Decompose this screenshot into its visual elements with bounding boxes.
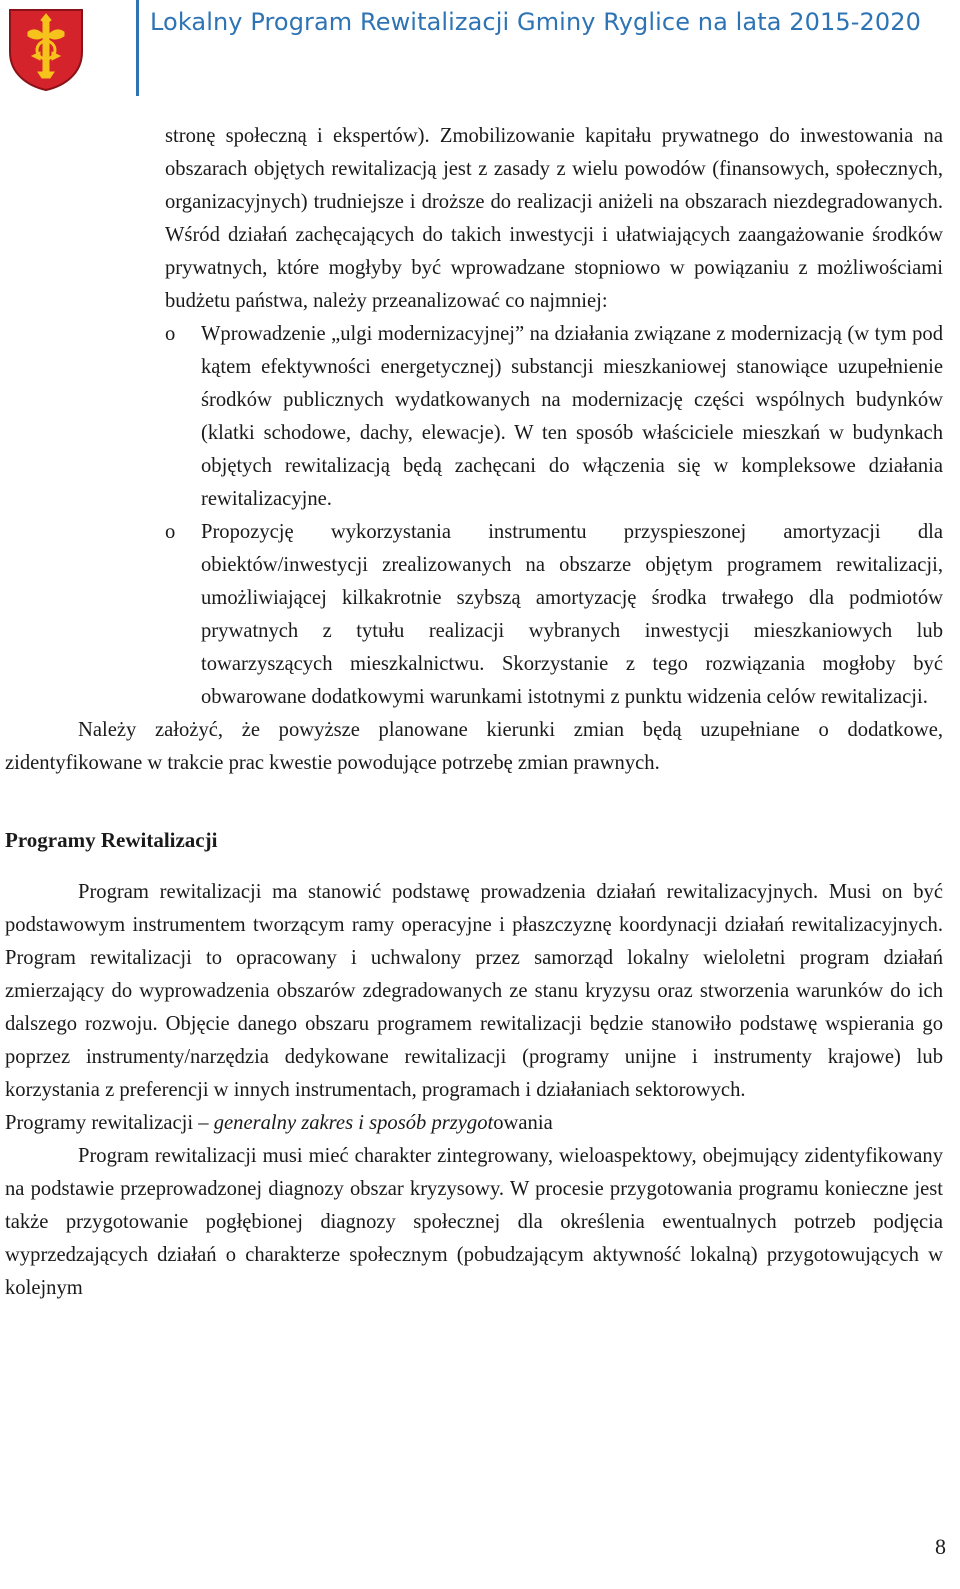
sub-heading-italic: generalny zakres i sposób przygot bbox=[213, 1112, 494, 1134]
paragraph-programs: Program rewitalizacji ma stanowić podstawę prowadzenia działań rewitalizacyjnych. Musi on być podstawowym instrumentem tworzącym ramy operacyjne i płaszczyznę koordynacji działań rewitalizacyjnych. Program rewitalizacji to opracowany i uchwalony przez samorząd lokalny wieloletni program działań zmierzający do wyprowadzenia obszarów zdegradowanych ze stanu kryzysu oraz stworzenia warunków do ich dalszego rozwoju. Objęcie danego obszaru programem rewitalizacji będzie stanowiło podstawę wspierania go poprzez instrumenty/narzędzia dedykowane rewitalizacji (programy unijne i instrumenty krajowe) lub korzystania z preferencji w innych instrumentach, programach i działaniach sektorowych. bbox=[5, 881, 943, 1101]
sub-heading-tail: owania bbox=[493, 1112, 553, 1134]
page-number: 8 bbox=[935, 1534, 946, 1559]
bullet-marker: o bbox=[165, 521, 176, 543]
paragraph-closing: Należy założyć, że powyższe planowane kierunki zmian będą uzupełniane o dodatkowe, zidentyfikowane w trakcie prac kwestie powodujące potrzebę zmian prawnych. bbox=[5, 719, 943, 774]
paragraph-continuation: stronę społeczną i ekspertów). Zmobilizowanie kapitału prywatnego do inwestowania na obszarach objętych rewitalizacją jest z zasady z wielu powodów (finansowych, społecznych, organizacyjnych) trudniejsze i droższe do realizacji aniżeli na obszarach niezdegradowanych. Wśród działań zachęcających do takich inwestycji i ułatwiających zaangażowanie środków prywatnych, które mogłyby być wprowadzane stopniowo w powiązaniu z możliwościami budżetu państwa, należy przeanalizować co najmniej: bbox=[165, 125, 943, 312]
sub-heading-lead: Programy rewitalizacji – bbox=[5, 1112, 214, 1134]
list-item-text: Propozycję wykorzystania instrumentu przyspieszonej amortyzacji dla obiektów/inwestycji zrealizowanych na obszarze objętym programem rewitalizacji, umożliwiającej kilkakrotnie szybszą amortyzację środka trwałego dla podmiotów prywatnych z tytułu realizacji wybranych inwestycji mieszkaniowych lub towarzyszących mieszkalnictwu. Skorzystanie z tego rozwiązania mogłoby być obwarowane dodatkowymi warunkami istotnymi z punktu widzenia celów rewitalizacji. bbox=[201, 521, 943, 708]
document-body bbox=[5, 120, 943, 1305]
document-title: Lokalny Program Rewitalizacji Gminy Ryglice na lata 2015-2020 bbox=[150, 8, 921, 36]
bullet-marker: o bbox=[165, 323, 176, 345]
section-heading: Programy Rewitalizacji bbox=[5, 828, 218, 852]
list-item bbox=[165, 318, 943, 516]
sub-heading bbox=[5, 1107, 943, 1140]
paragraph-scope: Program rewitalizacji musi mieć charakter zintegrowany, wieloaspektowy, obejmujący zidentyfikowany na podstawie przeprowadzonej diagnozy obszar kryzysowy. W procesie przygotowania programu konieczne jest także przygotowanie pogłębionej diagnozy społecznej dla określenia ewentualnych potrzeb podjęcia wyprzedzających działań o charakterze społecznym (pobudzającym aktywność lokalną) przygotowujących w kolejnym bbox=[5, 1145, 943, 1299]
coat-of-arms-icon bbox=[8, 8, 84, 92]
header-divider bbox=[136, 0, 139, 96]
list-item-text: Wprowadzenie „ulgi modernizacyjnej” na działania związane z modernizacją (w tym pod kątem efektywności energetycznej) substancji mieszkaniowej stanowiące uzupełnienie środków publicznych wydatkowanych na modernizację części wspólnych budynków (klatki schodowe, dachy, elewacje). W ten sposób właściciele mieszkań w budynkach objętych rewitalizacją będą zachęcani do włączenia się w kompleksowe działania rewitalizacyjne. bbox=[201, 323, 943, 510]
page-header bbox=[0, 0, 960, 100]
list-item bbox=[165, 516, 943, 714]
